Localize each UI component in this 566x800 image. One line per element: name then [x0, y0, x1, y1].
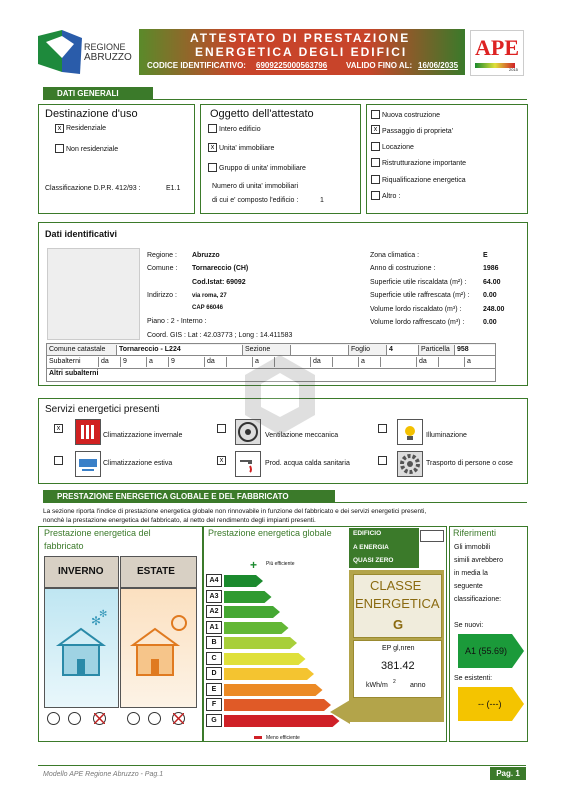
regione-value: Abruzzo	[192, 252, 220, 259]
anno-value: 1986	[483, 265, 499, 272]
coord: Coord. GIS : Lat : 42.03773 ; Long : 14.411583	[147, 332, 293, 339]
trasporto-label: Trasporto di persone o cose	[426, 460, 513, 467]
passaggio-checkbox[interactable]: x	[371, 125, 380, 134]
ref-text-3: in media la	[454, 570, 488, 577]
locazione-label: Locazione	[382, 144, 414, 151]
svg-text:✻: ✻	[91, 614, 102, 628]
minus-icon	[254, 736, 262, 739]
globale-title: Prestazione energetica globale	[208, 528, 332, 538]
nuovi-value: A1 (55.69)	[465, 646, 508, 656]
riqualificazione-checkbox[interactable]	[371, 175, 380, 184]
particella-value: 958	[455, 345, 495, 355]
prestazione-header: PRESTAZIONE ENERGETICA GLOBALE E DEL FABBRICATO	[43, 490, 335, 503]
comune-value: Tornareccio (CH)	[192, 265, 249, 272]
classe-label-1: CLASSE	[370, 578, 422, 593]
class-label-d: D	[206, 667, 222, 680]
sub-da-label-2: da	[205, 357, 227, 367]
building-photo	[47, 248, 140, 340]
ape-logo-text: APE	[475, 35, 519, 60]
sub-da-label-4: da	[417, 357, 439, 367]
passaggio-label: Passaggio di proprieta'	[382, 128, 453, 135]
sub-empty-3	[333, 357, 359, 367]
foglio-label: Foglio	[349, 345, 387, 355]
sub-a-label-4: a	[467, 358, 471, 365]
numero-value: 1	[320, 197, 324, 204]
illuminazione-checkbox[interactable]	[378, 424, 387, 433]
altri-subalterni: Altri subalterni	[49, 370, 99, 377]
plus-icon: +	[250, 558, 258, 572]
particella-label: Particella	[419, 345, 455, 355]
acqua-calda-checkbox[interactable]: x	[217, 456, 226, 465]
meno-efficiente: Meno efficiente	[266, 735, 300, 741]
class-label-a1: A1	[206, 621, 222, 634]
foglio-value: 4	[387, 345, 419, 355]
ac-unit-icon	[75, 451, 101, 477]
smile-medium-icon-estate	[148, 712, 161, 725]
ventilazione-label: Ventilazione meccanica	[265, 432, 339, 439]
sub-empty-4	[381, 357, 417, 367]
sup-raff-label: Superficie utile raffrescata (m²) :	[370, 292, 470, 299]
trasporto-checkbox[interactable]	[378, 456, 387, 465]
ep-value: 381.42	[381, 660, 415, 672]
gruppo-unita-checkbox[interactable]	[208, 163, 217, 172]
sup-risc-label: Superficie utile riscaldata (m²) :	[370, 279, 467, 286]
nuova-costruzione-label: Nuova costruzione	[382, 112, 440, 119]
class-label-a3: A3	[206, 590, 222, 603]
altro-label: Altro :	[382, 193, 401, 200]
cap: CAP 66046	[192, 305, 223, 311]
acqua-calda-label: Prod. acqua calda sanitaria	[265, 460, 350, 467]
classe-label-2: ENERGETICA	[355, 596, 440, 611]
class-label-b: B	[206, 636, 222, 649]
class-pointer-arrow	[330, 700, 350, 724]
smile-bad-icon-estate	[172, 712, 185, 725]
classe-value: G	[393, 617, 404, 632]
class-label-a2: A2	[206, 605, 222, 618]
residenziale-label: Residenziale	[66, 125, 107, 132]
class-label-g: G	[206, 714, 222, 727]
gear-icon	[397, 451, 423, 477]
logo-line1: REGIONE	[84, 42, 126, 52]
vol-raff-label: Volume lordo raffrescato (m³) :	[370, 319, 465, 326]
ape-sub: 2015	[509, 67, 518, 72]
riqualificazione-label: Riqualificazione energetica	[382, 177, 466, 184]
piu-efficiente: Più efficiente	[266, 561, 295, 567]
clima-estiva-checkbox[interactable]	[54, 456, 63, 465]
vol-risc-label: Volume lordo riscaldato (m³) :	[370, 306, 462, 313]
estate-label: ESTATE	[137, 566, 175, 577]
ep-unit-2: anno	[410, 682, 426, 689]
vol-risc-value: 248.00	[483, 306, 505, 313]
fabbricato-title-2: fabbricato	[44, 541, 84, 551]
unita-immobiliare-label: Unita' immobiliare	[219, 145, 275, 152]
ref-text-1: Gli immobili	[454, 544, 491, 551]
riferimenti-title: Riferimenti	[453, 528, 497, 538]
fabbricato-title-1: Prestazione energetica del	[44, 528, 151, 538]
nzeb-line-2: A ENERGIA	[353, 544, 389, 551]
destinazione-box	[38, 104, 195, 214]
intro-line-2: nonchè la prestazione energetica del fabbricato, al netto del rendimento degli impianti presenti.	[43, 517, 316, 524]
piano: Piano : 2 - Interno :	[147, 318, 207, 325]
radiator-icon	[75, 419, 101, 445]
winter-house-icon	[45, 589, 118, 707]
inverno-label: INVERNO	[58, 566, 104, 577]
residenziale-checkbox[interactable]: x	[55, 124, 64, 133]
esistenti-label: Se esistenti:	[454, 675, 493, 682]
smile-bad-icon-inverno	[93, 712, 106, 725]
ref-text-2: simili avrebbero	[454, 557, 504, 564]
ep-label: EP gl,nren	[382, 645, 415, 652]
nuovi-label: Se nuovi:	[454, 622, 484, 629]
nzeb-line-3: QUASI ZERO	[353, 557, 394, 564]
inverno-house-panel	[44, 588, 119, 708]
clima-estiva-label: Climatizzazione estiva	[103, 460, 173, 467]
smile-good-icon-inverno	[47, 712, 60, 725]
sup-raff-value: 0.00	[483, 292, 497, 299]
svg-text:✻: ✻	[99, 609, 108, 620]
vol-raff-value: 0.00	[483, 319, 497, 326]
faucet-icon	[235, 451, 261, 477]
title-line1: ATTESTATO DI PRESTAZIONE	[190, 31, 411, 45]
sub-a-value: 9	[169, 357, 205, 367]
indirizzo-value: via roma, 27	[192, 293, 227, 299]
comune-label: Comune :	[147, 265, 178, 272]
sub-a-label-2: a	[253, 357, 275, 367]
nzeb-checkbox[interactable]	[420, 530, 444, 542]
lightbulb-icon	[397, 419, 423, 445]
regione-logo	[36, 28, 136, 78]
clima-invernale-label: Climatizzazione invernale	[103, 432, 183, 439]
intero-edificio-label: Intero edificio	[219, 126, 261, 133]
numero-label-2: di cui e' composto l'edificio :	[212, 197, 299, 204]
servizi-title: Servizi energetici presenti	[45, 404, 160, 415]
sezione-label: Sezione	[243, 345, 291, 355]
classificazione-label: Classificazione D.P.R. 412/93 :	[45, 185, 141, 192]
classificazione-value: E1.1	[166, 185, 181, 192]
summer-house-icon	[121, 589, 196, 707]
indirizzo-label: Indirizzo :	[147, 292, 177, 299]
non-residenziale-label: Non residenziale	[66, 146, 119, 153]
footer-model: Modello APE Regione Abruzzo - Pag.1	[43, 771, 164, 778]
sub-da-value: 9	[121, 357, 147, 367]
destinazione-title: Destinazione d'uso	[45, 108, 138, 120]
valid-value: 16/06/2035	[418, 61, 459, 70]
code-value: 6909225000563796	[256, 61, 328, 70]
class-label-c: C	[206, 652, 222, 665]
intro-line-1: La sezione riporta l'indice di prestazione energetica globale non rinnovabile in funzione del fabbricato e dei servizi energetici presenti,	[43, 508, 427, 515]
sub-a-label: a	[147, 357, 169, 367]
gruppo-unita-label: Gruppo di unita' immobiliare	[219, 165, 306, 172]
comune-catastale-label: Comune catastale	[47, 345, 117, 355]
ape-logo	[470, 30, 524, 76]
sub-da-label-3: da	[311, 357, 333, 367]
dati-generali-header: DATI GENERALI	[43, 87, 153, 100]
codistat: Cod.Istat: 69092	[192, 279, 246, 286]
comune-catastale-value: Tornareccio - L224	[117, 345, 243, 355]
oggetto-title: Oggetto dell'attestato	[210, 108, 314, 120]
non-residenziale-checkbox[interactable]	[55, 144, 64, 153]
clima-invernale-checkbox[interactable]: x	[54, 424, 63, 433]
class-label-e: E	[206, 683, 222, 696]
anno-label: Anno di costruzione :	[370, 265, 436, 272]
smile-medium-icon-inverno	[68, 712, 81, 725]
illuminazione-label: Illuminazione	[426, 432, 467, 439]
class-label-f: F	[206, 698, 222, 711]
nzeb-line-1: EDIFICIO	[353, 530, 382, 537]
altro-checkbox[interactable]	[371, 191, 380, 200]
numero-label-1: Numero di unita' immobiliari	[212, 183, 299, 190]
ep-unit-sup: 2	[393, 679, 396, 685]
sup-risc-value: 64.00	[483, 279, 501, 286]
nuova-costruzione-checkbox[interactable]	[371, 110, 380, 119]
estate-house-panel	[120, 588, 197, 708]
esistenti-value: -- (---)	[478, 699, 502, 709]
intero-edificio-checkbox[interactable]	[208, 124, 217, 133]
code-label: CODICE IDENTIFICATIVO:	[147, 61, 246, 70]
sezione-value	[291, 345, 349, 355]
regione-label: Regione :	[147, 252, 177, 259]
sub-a-label-3: a	[359, 357, 381, 367]
sub-empty-5	[439, 357, 465, 367]
footer-page: Pag. 1	[490, 767, 526, 780]
unita-immobiliare-checkbox[interactable]: x	[208, 143, 217, 152]
ep-unit-1: kWh/m	[366, 682, 388, 689]
title-line2: ENERGETICA DEGLI EDIFICI	[195, 45, 408, 59]
ventilazione-checkbox[interactable]	[217, 424, 226, 433]
ristrutturazione-label: Ristrutturazione importante	[382, 160, 467, 167]
ref-text-5: classificazione:	[454, 596, 502, 603]
locazione-checkbox[interactable]	[371, 142, 380, 151]
ref-text-4: seguente	[454, 583, 483, 590]
logo-line2: ABRUZZO	[84, 52, 132, 63]
class-bar-g	[224, 714, 341, 732]
identificativi-title: Dati identificativi	[45, 229, 118, 239]
class-label-a4: A4	[206, 574, 222, 587]
regione-logo-icon	[36, 28, 84, 78]
zona-value: E	[483, 252, 488, 259]
ristrutturazione-checkbox[interactable]	[371, 158, 380, 167]
smile-good-icon-estate	[127, 712, 140, 725]
sub-da-label: da	[99, 357, 121, 367]
watermark-logo	[245, 355, 315, 435]
zona-label: Zona climatica :	[370, 252, 420, 259]
subalterni-label: Subalterni	[47, 357, 99, 367]
valid-label: VALIDO FINO AL:	[346, 61, 413, 70]
energy-class-scale	[206, 574, 346, 724]
